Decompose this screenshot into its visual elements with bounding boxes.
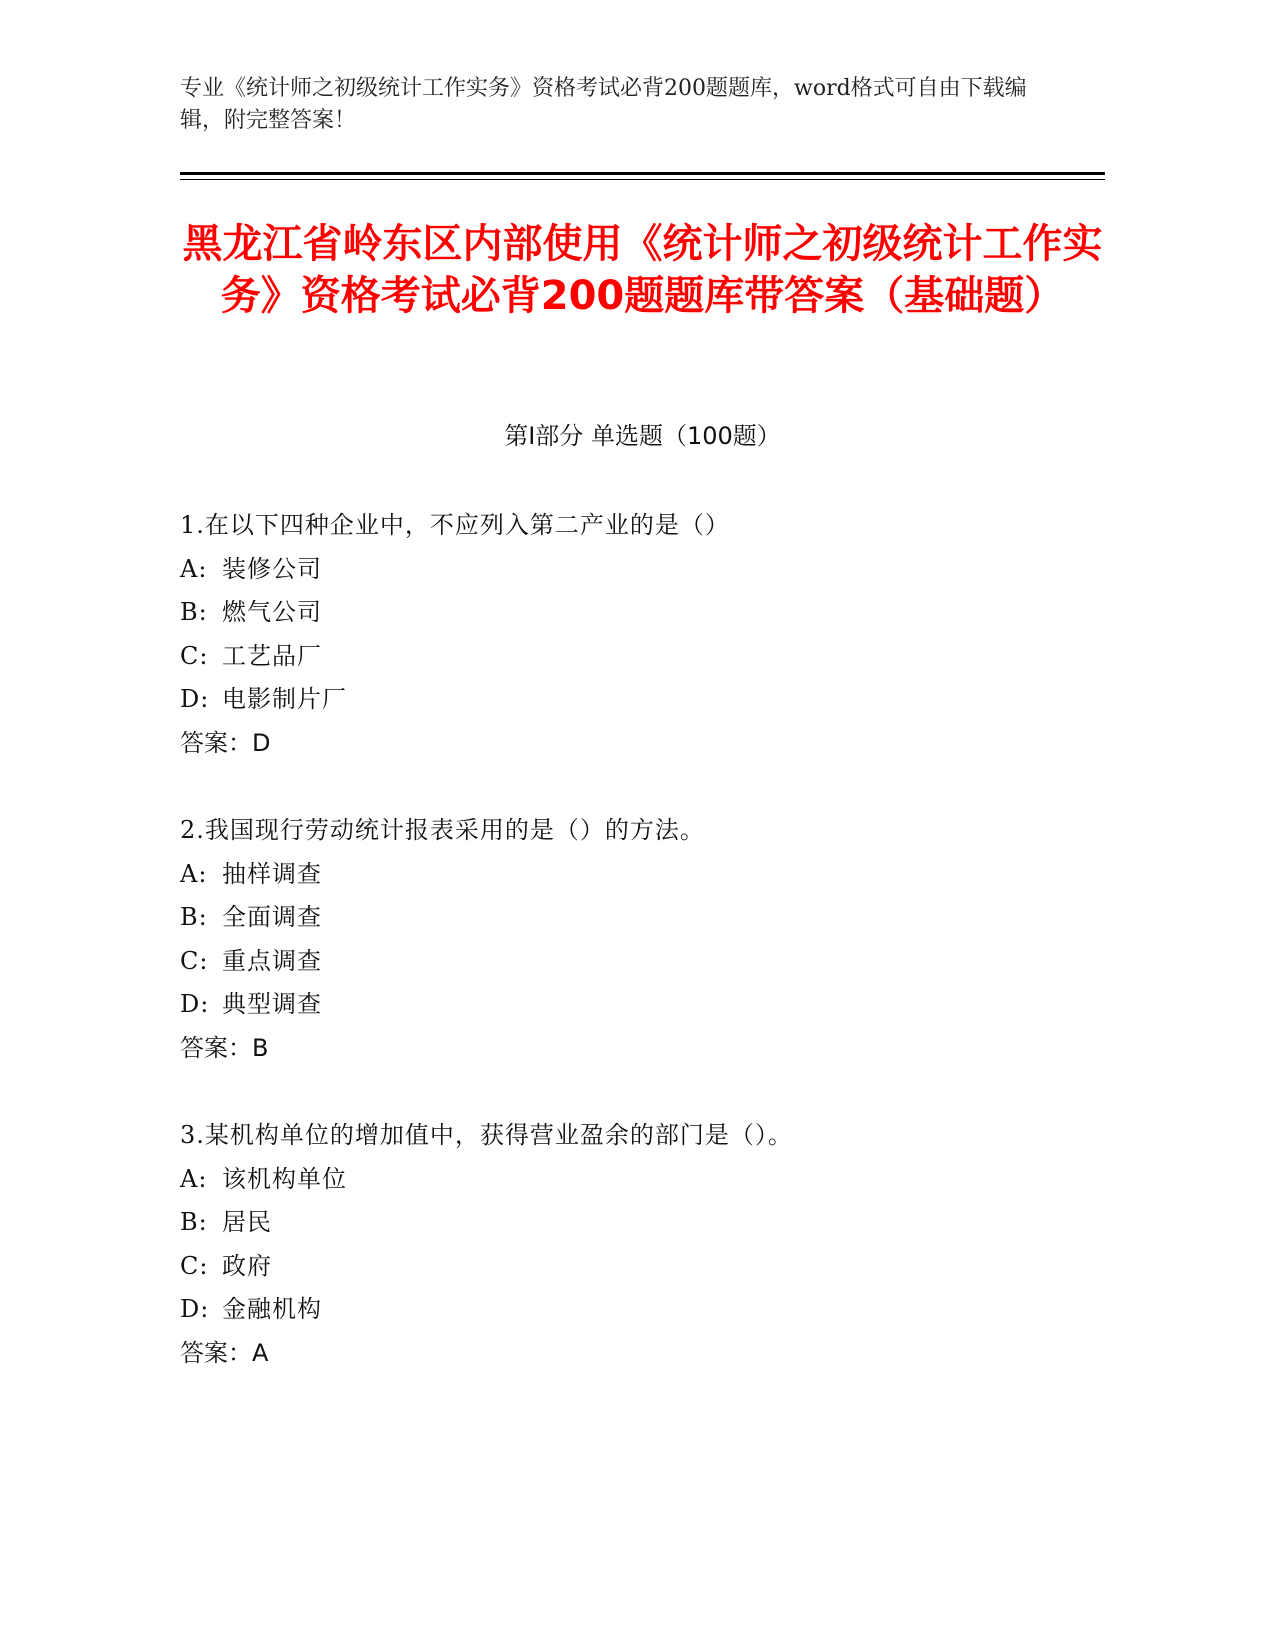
option-c [180, 1245, 1105, 1289]
option-text: 工艺品厂 [222, 641, 322, 670]
option-text: 重点调查 [222, 946, 322, 975]
option-text: 典型调查 [222, 990, 322, 1019]
question-3 [180, 1114, 1105, 1419]
option-text: 装修公司 [222, 554, 322, 583]
header-note: 专业《统计师之初级统计工作实务》资格考试必背200题题库，word格式可自由下载编辑，附完整答案！ [180, 76, 1027, 133]
option-key: D: [180, 685, 210, 714]
option-d [180, 983, 1105, 1027]
section-title: 第I部分 单选题（100题） [504, 422, 781, 450]
option-text: 政府 [222, 1251, 272, 1280]
option-a [180, 853, 1105, 897]
option-text: 抽样调查 [222, 859, 322, 888]
option-key: A: [180, 859, 208, 888]
header-rule-thick [180, 172, 1105, 175]
option-key: B: [180, 1208, 208, 1237]
option-key: C: [180, 946, 209, 975]
question-stem: 1.在以下四种企业中，不应列入第二产业的是（） [180, 511, 730, 539]
answer-line: 答案：A [180, 1338, 269, 1367]
option-key: B: [180, 598, 208, 627]
option-d [180, 678, 1105, 722]
option-text: 电影制片厂 [222, 685, 347, 714]
option-b [180, 591, 1105, 635]
option-key: C: [180, 641, 209, 670]
option-key: D: [180, 990, 210, 1019]
option-text: 居民 [222, 1208, 272, 1237]
option-key: D: [180, 1295, 210, 1324]
option-text: 金融机构 [222, 1295, 322, 1324]
header-rule-thin [180, 179, 1105, 180]
option-d [180, 1288, 1105, 1332]
option-a [180, 1158, 1105, 1202]
option-key: A: [180, 1164, 208, 1193]
option-c [180, 940, 1105, 984]
option-key: A: [180, 554, 208, 583]
option-key: B: [180, 903, 208, 932]
option-text: 燃气公司 [222, 598, 322, 627]
answer-line: 答案：B [180, 1033, 269, 1062]
option-key: C: [180, 1251, 209, 1280]
question-stem: 2.我国现行劳动统计报表采用的是（）的方法。 [180, 816, 705, 844]
option-c [180, 635, 1105, 679]
document-title: 黑龙江省岭东区内部使用《统计师之初级统计工作实务》资格考试必背200题题库带答案（基础题） [182, 221, 1103, 319]
option-b [180, 896, 1105, 940]
question-1 [180, 504, 1105, 809]
option-text: 全面调查 [222, 903, 322, 932]
option-a [180, 548, 1105, 592]
answer-line: 答案：D [180, 728, 271, 757]
option-b [180, 1201, 1105, 1245]
question-stem: 3.某机构单位的增加值中，获得营业盈余的部门是（）。 [180, 1121, 793, 1149]
question-list [180, 504, 1105, 1419]
question-2 [180, 809, 1105, 1114]
option-text: 该机构单位 [222, 1164, 347, 1193]
